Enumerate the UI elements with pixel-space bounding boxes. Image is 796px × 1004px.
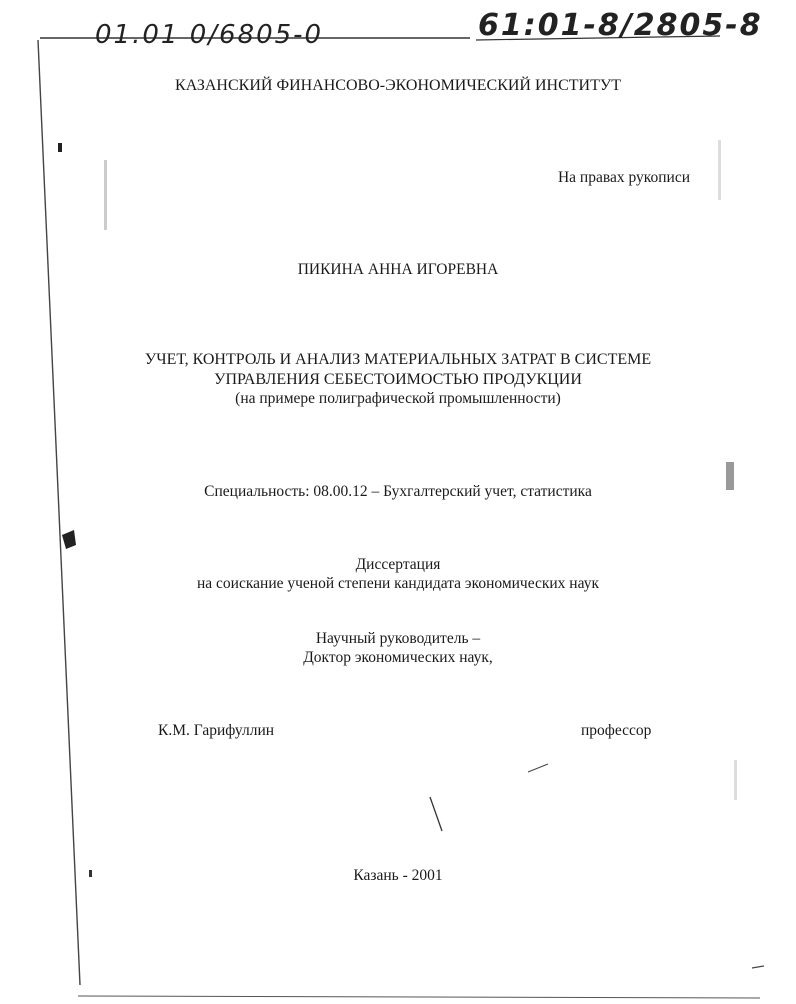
scan-noise [734, 760, 737, 800]
degree-statement: на соискание ученой степени кандидата экономических наук [197, 575, 599, 592]
bottom-edge-line [78, 996, 760, 998]
supervisor-degree: Доктор экономических наук, [303, 649, 493, 666]
supervisor-rank: профессор [581, 722, 652, 739]
pen-stroke [528, 764, 548, 772]
city-year: Казань - 2001 [353, 867, 443, 884]
handwritten-archive-code: 01.01 0/6805-0 [95, 20, 324, 50]
rights-note: На правах рукописи [557, 169, 690, 186]
thesis-title-line-1: УЧЕТ, КОНТРОЛЬ И АНАЛИЗ МАТЕРИАЛЬНЫХ ЗАТРАТ В СИСТЕМЕ [144, 351, 652, 368]
scan-noise [718, 140, 721, 200]
author-name: ПИКИНА АННА ИГОРЕВНА [297, 261, 499, 278]
institute-name: КАЗАНСКИЙ ФИНАНСОВО-ЭКОНОМИЧЕСКИЙ ИНСТИТУТ [175, 77, 621, 94]
scan-speck [62, 530, 76, 549]
scan-speck [58, 143, 62, 152]
handwritten-registry-number: 61:01-8/2805-8 [478, 8, 763, 43]
pen-stroke [430, 797, 442, 831]
margin-line [38, 40, 80, 985]
pen-stroke [752, 966, 764, 968]
thesis-title-line-2: УПРАВЛЕНИЯ СЕБЕСТОИМОСТЬЮ ПРОДУКЦИИ [214, 371, 582, 388]
dissertation-label: Диссертация [355, 556, 441, 573]
supervisor-heading: Научный руководитель – [315, 630, 481, 647]
thesis-subtitle: (на примере полиграфической промышленности) [235, 390, 561, 407]
specialty: Специальность: 08.00.12 – Бухгалтерский учет, статистика [204, 483, 592, 500]
supervisor-name: К.М. Гарифуллин [158, 722, 275, 739]
scan-noise [104, 160, 107, 230]
